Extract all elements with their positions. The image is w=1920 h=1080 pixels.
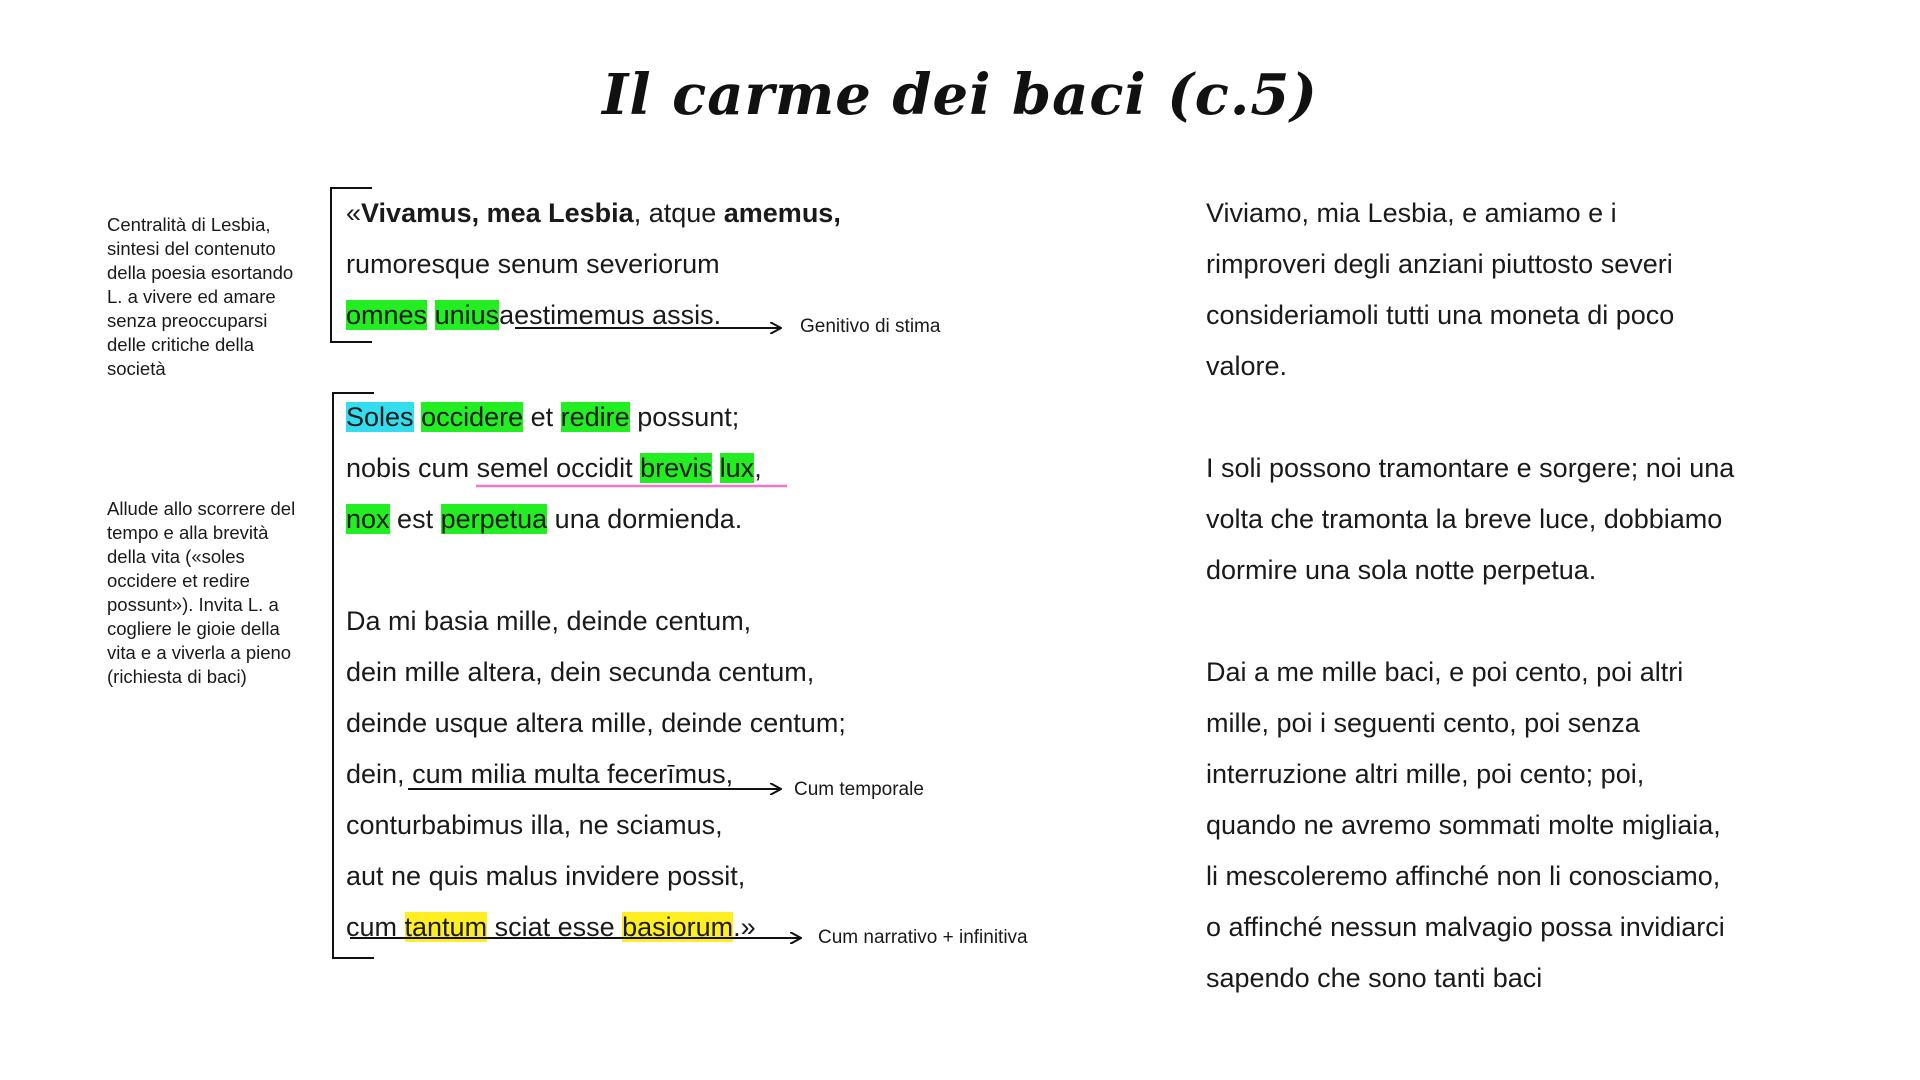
verse-bold: amemus,	[723, 198, 841, 228]
verse-text: , atque	[633, 198, 724, 228]
translation-line-7: dormire una sola notte perpetua.	[1206, 555, 1597, 585]
page-title: Il carme dei baci (c.5)	[602, 62, 1318, 128]
note-tempo: Allude allo scorrere del tempo e alla brevità della vita («soles occidere et redire possunt»). Invita L. a cogliere le gioie della vita e a viverla a pieno (richiesta di baci)	[107, 498, 296, 687]
verse-text: una dormienda.	[547, 504, 743, 534]
translation-line-3: consideriamoli tutti una moneta di poco	[1206, 300, 1675, 330]
translation-line-5: I soli possono tramontare e sorgere; noi una	[1206, 453, 1735, 483]
highlight-word: perpetua	[440, 504, 548, 534]
verse-text: dein,	[346, 759, 405, 789]
verse-bold: Vivamus, mea Lesbia	[361, 198, 634, 228]
highlight-word: omnes	[346, 300, 428, 330]
verse-text: est	[389, 504, 441, 534]
verse-text: ,	[754, 453, 762, 483]
highlight-word: unius	[434, 300, 500, 330]
highlight-word: lux	[719, 453, 755, 483]
verse-line-8: dein mille altera, dein secunda centum,	[346, 657, 815, 687]
translation-line-10: interruzione altri mille, poi cento; poi,	[1206, 759, 1645, 789]
verse-text: cum	[346, 912, 405, 942]
translation-line-2: rimproveri degli anziani piuttosto severi	[1206, 249, 1673, 279]
verse-text: nobis cum	[346, 453, 477, 483]
verse-text: possunt;	[629, 402, 740, 432]
highlight-word: Soles	[346, 402, 414, 432]
verse-text: cum milia multa fecerīmus,	[404, 759, 734, 789]
translation-line-1: Viviamo, mia Lesbia, e amiamo e i	[1206, 198, 1617, 228]
verse-line-7: Da mi basia mille, deinde centum,	[346, 606, 752, 636]
verse-line-9: deinde usque altera mille, deinde centum;	[346, 708, 846, 738]
annotation-genitivo: Genitivo di stima	[800, 316, 941, 337]
verse-text: et	[523, 402, 561, 432]
highlight-word: occidere	[421, 402, 524, 432]
annotation-cum-temporale: Cum temporale	[794, 779, 924, 800]
translation-line-12: li mescoleremo affinché non li conosciamo,	[1206, 861, 1721, 891]
verse-line-11: conturbabimus illa, ne sciamus,	[346, 810, 723, 840]
highlight-word: redire	[560, 402, 630, 432]
verse-text: semel occidit	[476, 453, 641, 483]
translation-line-9: mille, poi i seguenti cento, poi senza	[1206, 708, 1640, 738]
translation-line-6: volta che tramonta la breve luce, dobbiamo	[1206, 504, 1723, 534]
highlight-word: tantum	[404, 912, 488, 942]
translation-line-8: Dai a me mille baci, e poi cento, poi altri	[1206, 657, 1684, 687]
translation-line-11: quando ne avremo sommati molte migliaia,	[1206, 810, 1721, 840]
verse-text: «	[346, 198, 362, 228]
highlight-word: nox	[346, 504, 390, 534]
annotation-cum-narrativo: Cum narrativo + infinitiva	[818, 927, 1028, 948]
verse-line-2: rumoresque senum severiorum	[346, 249, 720, 279]
translation-line-4: valore.	[1206, 351, 1288, 381]
verse-text: sciat esse	[487, 912, 623, 942]
verse-line-12: aut ne quis malus invidere possit,	[346, 861, 746, 891]
translation-line-13: o affinché nessun malvagio possa invidiarci	[1206, 912, 1725, 942]
verse-text: aestimemus assis.	[499, 300, 722, 330]
translation-line-14: sapendo che sono tanti baci	[1206, 963, 1543, 993]
verse-text: .»	[733, 912, 756, 942]
highlight-word: basiorum	[622, 912, 734, 942]
highlight-word: brevis	[640, 453, 713, 483]
note-lesbia: Centralità di Lesbia, sintesi del contenuto della poesia esortando L. a vivere ed amare senza preoccuparsi delle critiche della società	[107, 214, 294, 379]
